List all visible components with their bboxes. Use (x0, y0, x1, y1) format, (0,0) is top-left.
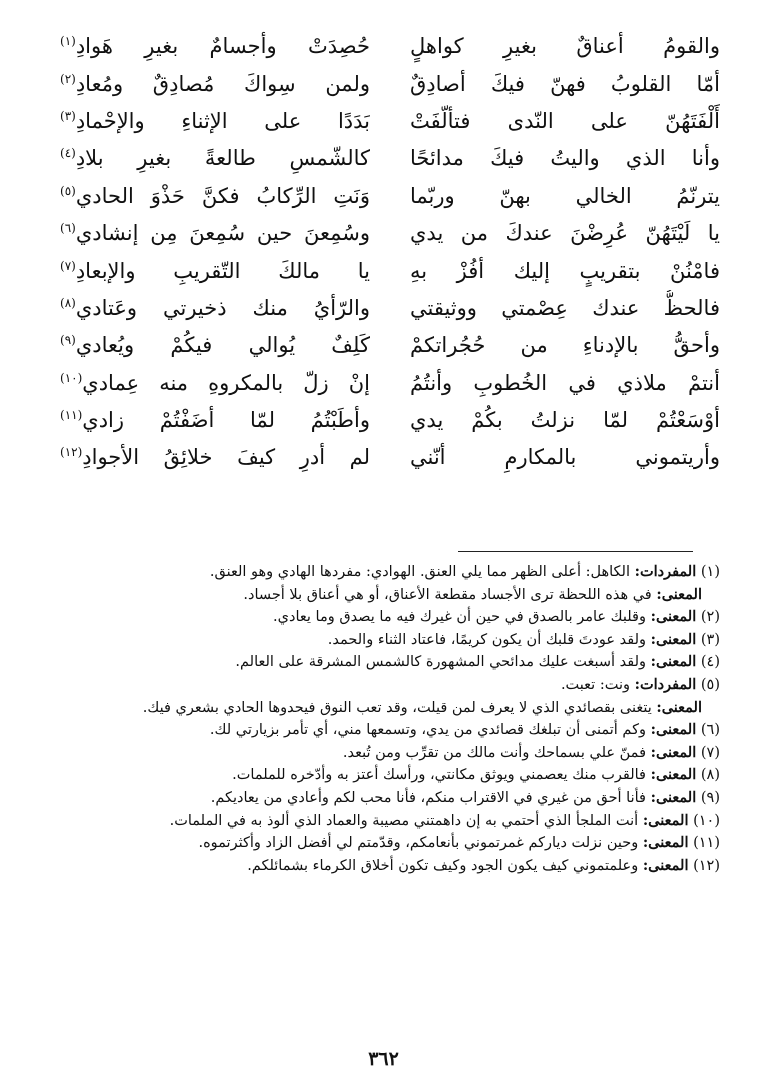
footnote-text: وعلمتموني كيف يكون الجود وكيف تكون أخلاق الكرماء بشمائلكم. (247, 857, 643, 874)
verse-first-hemistich: وأنا الذي واليتُ فيكَ مدائحًا (410, 146, 720, 171)
footnote (70, 855, 720, 878)
footnote-marker: (٦) (60, 221, 76, 236)
footnote (70, 832, 720, 855)
hemistich-text: ولمن سِواكَ مُصادِقٌ ومُعادِ (75, 71, 370, 96)
verse-line (60, 402, 720, 439)
footnote-text: الكاهل: أعلى الظهر مما يلي العنق. الهوادي: مفردها الهادي وهو العنق. (209, 564, 635, 580)
verse-second-hemistich (60, 365, 370, 402)
hemistich-text: يا مالكَ التّقريبِ والإبعادِ (75, 258, 370, 283)
footnote-number: (٢) (700, 609, 720, 626)
footnote-label: المعنى: (650, 766, 697, 784)
hemistich-text: كَلِفٌ يُوالي فيكُمْ ويُعادي (75, 333, 370, 358)
verse-second-hemistich (60, 327, 370, 364)
verse-first-hemistich: أمّا القلوبُ فهنّ فيكَ أصادِقٌ (410, 71, 720, 96)
verse-second-hemistich (60, 290, 370, 327)
footnote-text: وحين نزلت دياركم غمرتموني بأنعامكم، وقدّمتم لي أفضل الزاد وأكثرتموه. (198, 835, 643, 852)
verse-line (60, 327, 720, 364)
footnote-marker: (٧) (60, 258, 76, 273)
footnote-number: (٦) (700, 722, 720, 739)
footnote-marker: (٩) (60, 333, 76, 348)
footnote-text: ونت: تعبت. (560, 676, 635, 693)
verse-second-hemistich (60, 103, 370, 140)
verse-line (60, 365, 720, 402)
footnote-marker: (٣) (60, 108, 76, 123)
footnote-label: المعنى: (642, 834, 689, 852)
footnote-label: المعنى: (650, 788, 697, 806)
footnote (70, 561, 720, 584)
verse-line (60, 28, 720, 65)
footnote-marker: (١٢) (60, 445, 83, 460)
footnote-label: المعنى: (656, 698, 702, 716)
hemistich-text: حُصِدَتْ وأجسامٌ بغيرِ هَوادِ (75, 34, 370, 59)
footnote-label: المعنى: (656, 585, 702, 603)
footnote-label: المعنى: (642, 856, 689, 874)
footnote-marker: (١) (60, 34, 76, 49)
footnote-number: (٤) (700, 654, 720, 671)
footnote (70, 787, 720, 810)
poem-block (60, 28, 720, 477)
verse-line (60, 215, 720, 252)
verse-second-hemistich (60, 439, 370, 476)
footnotes (70, 561, 720, 877)
verse-second-hemistich (60, 215, 370, 252)
hemistich-text: وأطَبْتُمُ لمّا أضَفْتُمْ زادي (82, 408, 370, 433)
verse-line (60, 65, 720, 102)
footnote-number: (١٢) (693, 857, 720, 874)
footnote (70, 651, 720, 674)
hemistich-text: بَدَدًا على الإثناءِ والإحْمادِ (75, 108, 370, 133)
footnote-divider (458, 551, 693, 552)
verse-first-hemistich: يترنّمُ الخالي بهنّ وربّما (410, 183, 720, 208)
footnote-marker: (٨) (60, 295, 76, 310)
footnote-text: فأنا أحق من غيري في الاقتراب منكم، فأنا محب لكم وأعادي من يعاديكم. (210, 789, 651, 806)
footnote-marker: (٥) (60, 183, 76, 198)
footnote-text: وقلبك عامر بالصدق في حين أن غيرك فيه ما يصدق وما يعادي. (273, 609, 651, 626)
footnote-text: يتغنى بقصائدي الذي لا يعرف لمن قيلت، وقد تعب النوق فيحدوها الحادي بشعري فيك. (142, 699, 657, 716)
verse-line (60, 178, 720, 215)
verse-line (60, 439, 720, 476)
footnote-label: المعنى: (650, 608, 697, 626)
footnote-label: المعنى: (642, 811, 689, 829)
footnote-number: (٥) (700, 676, 720, 693)
footnote-text: أنت الملجأ الذي أحتمي به إن داهمتني مصيبة والعماد الذي ألوذ به في الملمات. (169, 812, 643, 829)
footnote-label: المعنى: (650, 743, 697, 761)
hemistich-text: وَنَتِ الرِّكابُ فكنَّ حَذْوَ الحادي (75, 183, 370, 208)
verse-second-hemistich (60, 402, 370, 439)
footnote-marker: (١١) (60, 408, 83, 423)
footnote-text: في هذه اللحظة ترى الأجساد مقطعة الأعناق، أو هي أعناق بلا أجساد. (243, 586, 657, 603)
footnote-number: (٨) (700, 767, 720, 784)
verse-line (60, 103, 720, 140)
footnote (70, 629, 720, 652)
verse-line (60, 140, 720, 177)
footnote (70, 674, 720, 697)
verse-first-hemistich: وأحقُّ بالإدناءِ من حُجُراتكمْ (410, 333, 720, 358)
verse-second-hemistich (60, 178, 370, 215)
footnote-label: المفردات: (634, 563, 697, 580)
footnote-number: (٣) (700, 631, 720, 648)
footnote-label: المعنى: (650, 630, 697, 648)
verse-second-hemistich (60, 66, 370, 103)
footnote (70, 719, 720, 742)
hemistich-text: إنْ زلّ بالمكروهِ منه عِمادي (82, 370, 370, 395)
footnote (70, 810, 720, 833)
hemistich-text: وسُمِعنَ حين سُمِعنَ مِن إنشادي (75, 221, 370, 246)
verse-line (60, 252, 720, 289)
footnote (70, 764, 720, 787)
footnote-number: (٧) (700, 744, 720, 761)
footnote (70, 584, 720, 607)
verse-first-hemistich: أَلْفَتَهُنّ على النّدى فتألّفَتْ (410, 108, 720, 133)
footnote (70, 742, 720, 765)
footnote-label: المفردات: (634, 675, 697, 693)
footnote-number: (١١) (693, 835, 720, 852)
verse-first-hemistich: يا لَيْتَهُنّ عُرِضْنَ عندكَ من يدي (410, 221, 720, 246)
footnote (70, 606, 720, 629)
verse-first-hemistich: فامْنُنْ بتقريبٍ إليك أفُزْ بهِ (410, 258, 720, 283)
footnote-text: فمنّ علي بسماحك وأنت مالك من تقرِّب ومن تُبعد. (342, 744, 651, 761)
verse-second-hemistich (60, 140, 370, 177)
hemistich-text: لم أدرِ كيفَ خلائِقُ الأجوادِ (82, 445, 370, 470)
footnote-number: (١٠) (693, 812, 720, 829)
footnote-text: ولقد عودتَ قلبك أن يكون كريمًا، فاعتاد الثناء والحمد. (327, 631, 651, 648)
hemistich-text: والرّأيُ منك ذخيرتي وعَتادي (75, 295, 370, 320)
footnote-marker: (٢) (60, 71, 76, 86)
footnote-number: (٩) (700, 789, 720, 806)
footnote-text: فالقرب منك يعصمني ويوثق مكانتي، ورأسك أعتز به وأدّخره للملمات. (232, 767, 651, 784)
hemistich-text: كالشّمسِ طالعةً بغيرِ بلادِ (75, 146, 370, 171)
verse-first-hemistich: أنتمْ ملاذي في الخُطوبِ وأنتُمُ (410, 370, 720, 395)
footnote (70, 697, 720, 720)
verse-first-hemistich: وأريتموني بالمكارمِ أنّني (410, 445, 720, 470)
verse-first-hemistich: أوْسَعْتُمْ لمّا نزلتُ بكُمْ يدي (410, 408, 720, 433)
verse-second-hemistich (60, 28, 370, 65)
page-number: ٣٦٢ (368, 1048, 399, 1070)
footnote-text: وكم أتمنى أن تبلغك قصائدي من يدي، وتسمعها مني، أي تأمر بزيارتي لك. (209, 722, 651, 739)
footnote-marker: (٤) (60, 146, 76, 161)
footnote-text: ولقد أسبغت عليك مدائحي المشهورة كالشمس المشرقة على العالم. (235, 654, 651, 671)
footnote-label: المعنى: (650, 653, 697, 671)
footnote-marker: (١٠) (60, 370, 83, 385)
verse-first-hemistich: فالحظُّ عندك عِصْمتي ووثيقتي (410, 295, 720, 320)
footnote-label: المعنى: (650, 721, 697, 739)
footnote-number: (١) (700, 564, 720, 580)
verse-line (60, 290, 720, 327)
verse-second-hemistich (60, 253, 370, 290)
verse-first-hemistich: والقومُ أعناقٌ بغيرِ كواهلٍ (410, 34, 720, 59)
